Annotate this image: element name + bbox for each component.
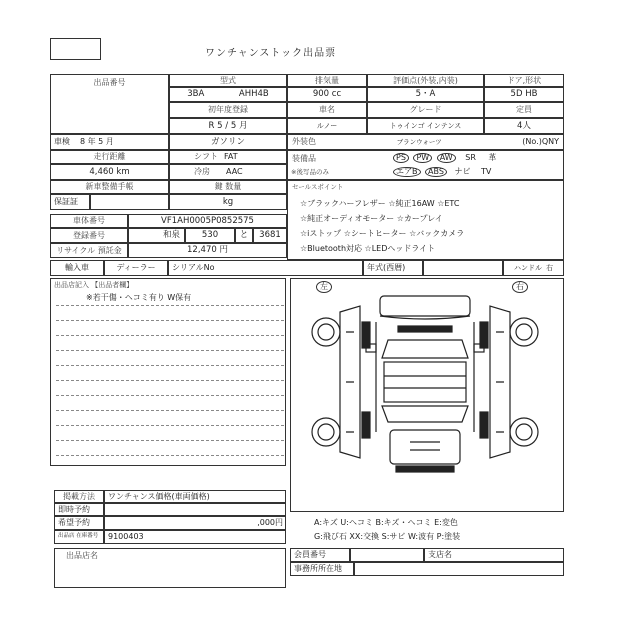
diagram-right-label: 右 (512, 281, 528, 293)
shift-value: FAT (224, 152, 238, 161)
ac-cell (169, 164, 287, 180)
equipment-note: ※後写品のみ (291, 168, 329, 176)
inspection-cell (50, 134, 169, 150)
office-value (354, 562, 564, 576)
plate-kana: と (235, 228, 253, 243)
legend-line-2: G:飛び石 XX:交換 S:サビ W:波有 P:塗装 (314, 532, 461, 541)
warranty-label: 保証証 (50, 194, 90, 210)
instant-label: 即時予約 (54, 503, 104, 516)
notes-header: 出品店記入 【出品者欄】 (54, 281, 134, 289)
equip-aw: AW (437, 153, 456, 163)
method-value: ワンチャンス価格(車両価格) (104, 490, 286, 503)
serial-label: シリアルNo (168, 260, 363, 276)
shift-label: シフト (194, 152, 218, 161)
trim-label: グレード (367, 102, 484, 118)
grade-value: 5・A (367, 87, 484, 102)
plate-class: 530 (185, 228, 235, 243)
selling-points-label: セールスポイント (292, 183, 344, 191)
model-label: 型式 (169, 74, 287, 87)
inspection-value: 8 年 5 月 (80, 137, 114, 146)
diagram-left-label: 左 (316, 281, 332, 293)
recycle-label: リサイクル 預託金 (50, 243, 128, 258)
inspection-label: 車検 (54, 137, 70, 146)
capacity-label: 定員 (484, 102, 564, 118)
stock-value: 9100403 (104, 530, 286, 544)
member-value (350, 548, 424, 562)
fuel-value: ガソリン (169, 134, 287, 150)
ac-label: 冷房 (194, 167, 210, 176)
equip-leather: 革 (488, 153, 497, 162)
ac-value: AAC (226, 167, 243, 176)
capacity-value: 4人 (484, 118, 564, 134)
first-reg-label: 初年度登録 (169, 102, 287, 118)
displacement-value: 900 cc (287, 87, 367, 102)
equip-pw: PW (413, 153, 432, 163)
stock-label: 出品店 在庫番号 (54, 530, 104, 544)
notes-line-1: ※若干傷・ヘコミ有り W保有 (86, 293, 192, 302)
price-value: ,000円 (104, 516, 286, 530)
plate-label: 登録番号 (50, 228, 128, 243)
shop-name-label: 出品店名 (66, 551, 98, 560)
method-label: 掲載方法 (54, 490, 104, 503)
displacement-label: 排気量 (287, 74, 367, 87)
keys-label: 鍵 数量 (169, 180, 287, 194)
selling-point-4: ☆Bluetooth対応 ☆LEDヘッドライト (300, 244, 436, 253)
handle-cell (503, 260, 564, 276)
model-code: AHH4B (238, 89, 269, 100)
dealer-label: ディーラー (104, 260, 168, 276)
doors-label: ドア,形状 (484, 74, 564, 87)
model-year-value (423, 260, 503, 276)
equipment-label: 装備品 (292, 154, 316, 163)
plate-area: 和泉 (128, 228, 185, 243)
mileage-label: 走行距離 (50, 150, 169, 164)
equip-tv: TV (481, 167, 492, 176)
exterior-value: ブランウォーツ (396, 137, 442, 146)
import-label: 輸入車 (50, 260, 104, 276)
model-prefix: 3BA (187, 89, 205, 100)
equip-abs: ABS (425, 167, 447, 177)
vin-label: 車体番号 (50, 214, 128, 228)
desired-label: 希望予約 (54, 516, 104, 530)
instant-value (104, 503, 286, 516)
equip-navi: ナビ (454, 167, 471, 176)
shift-cell (169, 150, 287, 164)
selling-point-3: ☆iストップ ☆シートヒーター ☆バックカメラ (300, 229, 465, 238)
keys-value: kg (169, 194, 287, 210)
branch-label: 支店名 (424, 548, 564, 562)
selling-point-1: ☆ブラックハーフレザー ☆純正16AW ☆ETC (300, 199, 460, 208)
first-reg-value: R 5 / 5 月 (169, 118, 287, 134)
car-name-value: ルノー (287, 118, 367, 134)
equipment-row-2 (392, 167, 491, 177)
vin-value: VF1AH0005P0852575 (128, 214, 287, 228)
grade-label: 評価点(外装,内装) (367, 74, 484, 87)
car-damage-diagram (300, 292, 550, 476)
recycle-value: 12,470 円 (128, 243, 287, 258)
lot-number-label: 出品番号 (50, 74, 169, 134)
mileage-value: 4,460 km (50, 164, 169, 180)
car-name-label: 車名 (287, 102, 367, 118)
office-label: 事務所所在地 (290, 562, 354, 576)
handle-label: ハンドル (514, 263, 542, 272)
equip-airbag: エアB (393, 167, 421, 177)
equip-sr: SR (465, 153, 476, 162)
equip-ps: PS (393, 153, 409, 163)
member-label: 会員番号 (290, 548, 350, 562)
lot-number-box (50, 38, 101, 60)
sheet-title: ワンチャンストック出品票 (205, 48, 337, 59)
notes-box (50, 278, 286, 466)
trim-value: トゥインゴ インテンス (367, 118, 484, 134)
model-value (169, 87, 287, 102)
doors-value: 5D HB (484, 87, 564, 102)
handle-value: 右 (546, 263, 553, 272)
color-number: (No.)QNY (522, 137, 559, 146)
legend-line-1: A:キズ U:ヘコミ B:キズ・ヘコミ E:変色 (314, 518, 458, 527)
warranty-value (90, 194, 169, 210)
selling-point-2: ☆純正オーディオモーター ☆カープレイ (300, 214, 443, 223)
equipment-row-1 (392, 153, 496, 163)
maintenance-label: 新車整備手帳 (50, 180, 169, 194)
model-year-label: 年式(西暦) (363, 260, 423, 276)
plate-number: 3681 (253, 228, 287, 243)
exterior-label: 外装色 (292, 137, 316, 146)
exterior-cell (287, 134, 564, 150)
